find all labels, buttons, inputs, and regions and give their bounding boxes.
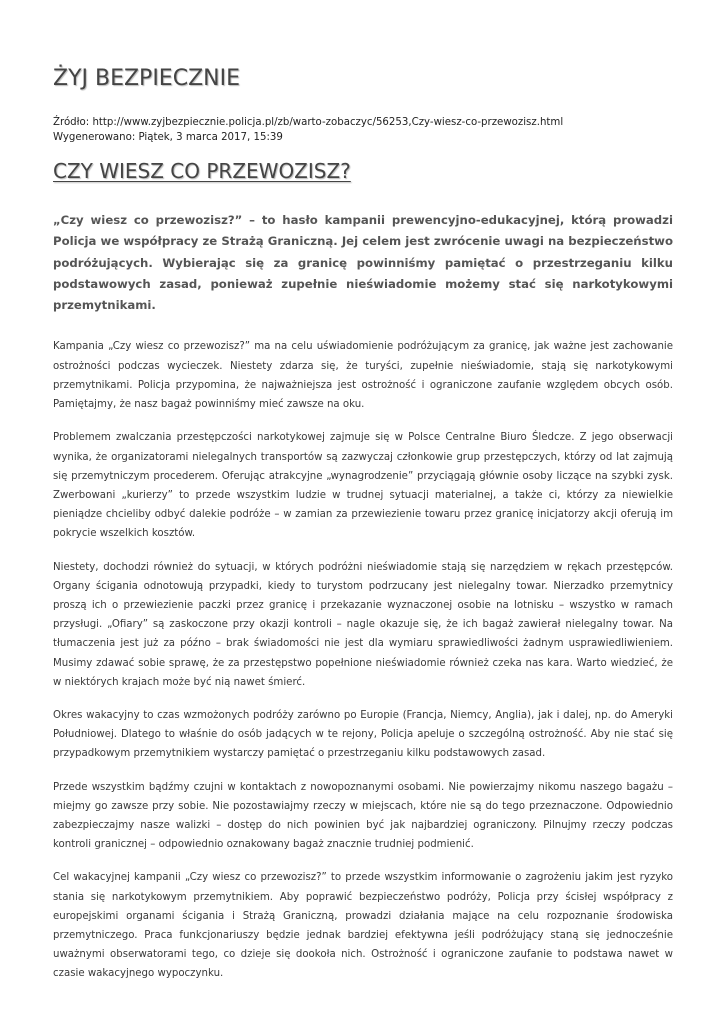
article-paragraph: Okres wakacyjny to czas wzmożonych podróży zarówno po Europie (Francja, Niemcy, Anglia), jak i dalej, np. do Ameryki Południowej. Dlatego to właśnie do osób jadących w te rejony, Policja apeluje o szczególną ostrożność. Aby nie stać się przypadkowym przemytnikiem wystarczy pamiętać o przestrzeganiu kilku podstawowych zasad. xyxy=(53,709,673,760)
document-meta xyxy=(53,115,673,145)
article-lead: „Czy wiesz co przewozisz?” – to hasło kampanii prewencyjno-edukacyjnej, którą prowadzi Policja we współpracy ze Strażą Graniczną. Jej celem jest zwrócenie uwagi na bezpieczeństwo podróżujących. Wybierając się za granicę powinniśmy pamiętać o przestrzeganiu kilku podstawowych zasad, ponieważ zupełnie nieświadomie możemy stać się narkotykowymi przemytnikami. xyxy=(53,213,673,313)
article-paragraph: Kampania „Czy wiesz co przewozisz?” ma na celu uświadomienie podróżującym za granicę, jak ważne jest zachowanie ostrożności podczas wycieczek. Niestety zdarza się, że turyści, zupełnie nieświadomie, stają się narkotykowymi przemytnikami. Policja przypomina, że najważniejsza jest ostrożność i ograniczone zaufanie względem obcych osób. Pamiętajmy, że nasz bagaż powinniśmy mieć zawsze na oku. xyxy=(53,341,673,411)
generated-line: Wygenerowano: Piątek, 3 marca 2017, 15:39 xyxy=(53,132,283,143)
source-line: Źródło: http://www.zyjbezpiecznie.policja.pl/zb/warto-zobaczyc/56253,Czy-wiesz-co-przewozisz.html xyxy=(53,117,564,128)
article-paragraph: Problemem zwalczania przestępczości narkotykowej zajmuje się w Polsce Centralne Biuro Śledcze. Z jego obserwacji wynika, że organizatorami nielegalnych transportów są zazwyczaj członkowie grup przestępczych, którzy od lat zajmują się przemytniczym procederem. Oferując atrakcyjne „wynagrodzenie” przyciągają głównie osoby liczące na szybki zysk. Zwerbowani „kurierzy” to przede wszystkim ludzie w trudnej sytuacji materialnej, a także ci, którzy za niewielkie pieniądze chcieliby odbyć dalekie podróże – w zamian za przewiezienie towaru przez granicę inicjatorzy akcji oferują im pokrycie wszelkich kosztów. xyxy=(53,432,673,540)
article-paragraph: Przede wszystkim bądźmy czujni w kontaktach z nowopoznanymi osobami. Nie powierzajmy nikomu naszego bagażu – miejmy go zawsze przy sobie. Nie pozostawiajmy rzeczy w miejscach, które nie są do tego przeznaczone. Odpowiednio zabezpieczajmy nasze walizki – dostęp do nich powinien być jak najbardziej ograniczony. Pilnujmy rzeczy podczas kontroli granicznej – odpowiednio oznakowany bagaż znacznie trudniej podmienić. xyxy=(53,781,673,851)
article-paragraph: Niestety, dochodzi również do sytuacji, w których podróżni nieświadomie stają się narzędziem w rękach przestępców. Organy ścigania odnotowują przypadki, kiedy to turystom podrzucany jest nielegalny towar. Nierzadko przemytnicy proszą ich o przewiezienie paczki przez granicę i przekazanie wyznaczonej osobie na lotnisku – wszystko w ramach przysługi. „Ofiary” są zaskoczone przy okazji kontroli – nagle okazuje się, że ich bagaż zawierał nielegalny towar. Na tłumaczenia jest już za późno – brak świadomości nie jest dla wymiaru sprawiedliwości żadnym usprawiedliwieniem. Musimy zdawać sobie sprawę, że za przestępstwo popełnione nieświadomie również czeka nas kara. Warto wiedzieć, że w niektórych krajach może być nią nawet śmierć. xyxy=(53,561,673,688)
article-paragraph: Cel wakacyjnej kampanii „Czy wiesz co przewozisz?” to przede wszystkim informowanie o zagrożeniu jakim jest ryzyko stania się narkotykowym przemytnikiem. Aby poprawić bezpieczeństwo podróży, Policja przy ścisłej współpracy z europejskimi organami ścigania i Strażą Graniczną, prowadzi działania mające na celu rozpoznanie środowiska przemytniczego. Praca funkcjonariuszy będzie jednak bardziej efektywna jeśli podróżujący staną się jednocześnie uważnymi obserwatorami tego, co dzieje się dookoła nich. Ostrożność i ograniczone zaufanie to podstawa nawet w czasie wakacyjnego wypoczynku. xyxy=(53,872,673,980)
article-title: CZY WIESZ CO PRZEWOZISZ? xyxy=(53,159,351,183)
site-title: ŻYJ BEZPIECZNIE xyxy=(53,66,240,91)
